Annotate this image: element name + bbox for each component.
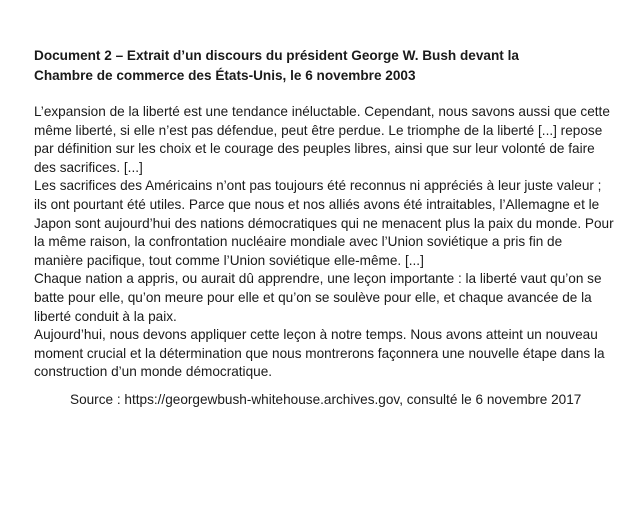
paragraph: Chaque nation a appris, ou aurait dû apprendre, une leçon importante : la liberté vaut qu’on se batte pour elle, qu’on meure pour elle et qu’on se soulève pour elle, et chaque avancée de la liberté conduit à la paix. <box>34 271 602 324</box>
speech-excerpt <box>34 103 614 382</box>
document-title <box>34 46 614 86</box>
paragraph: Les sacrifices des Américains n’ont pas toujours été reconnus ni appréciés à leur juste valeur ; ils ont pourtant été utiles. Parce que nous et nos alliés avons été intraitables, l’Allemagne et le Japon sont aujourd’hui des nations démocratiques qui ne menacent plus la paix du monde. Pour la même raison, la confrontation nucléaire mondiale avec l’Union soviétique a pris fin de manière pacifique, tout comme l’Union soviétique elle-même. [...] <box>34 178 614 268</box>
document-title-line-2: Chambre de commerce des États-Unis, le 6 novembre 2003 <box>34 68 416 83</box>
source-citation: Source : https://georgewbush-whitehouse.archives.gov, consulté le 6 novembre 2017 <box>70 391 582 407</box>
paragraph: Aujourd’hui, nous devons appliquer cette leçon à notre temps. Nous avons atteint un nouveau moment crucial et la détermination que nous montrerons façonnera une nouvelle étape dans la construction d’un monde démocratique. <box>34 327 605 380</box>
document-title-line-1: Document 2 – Extrait d’un discours du président George W. Bush devant la <box>34 48 519 63</box>
paragraph: L’expansion de la liberté est une tendance inéluctable. Cependant, nous savons aussi que cette même liberté, si elle n’est pas défendue, peut être perdue. Le triomphe de la liberté [...] repose par définition sur les choix et le courage des peuples libres, ainsi que sur leur volonté de faire des sacrifices. [...] <box>34 104 610 175</box>
document-page <box>34 46 614 410</box>
